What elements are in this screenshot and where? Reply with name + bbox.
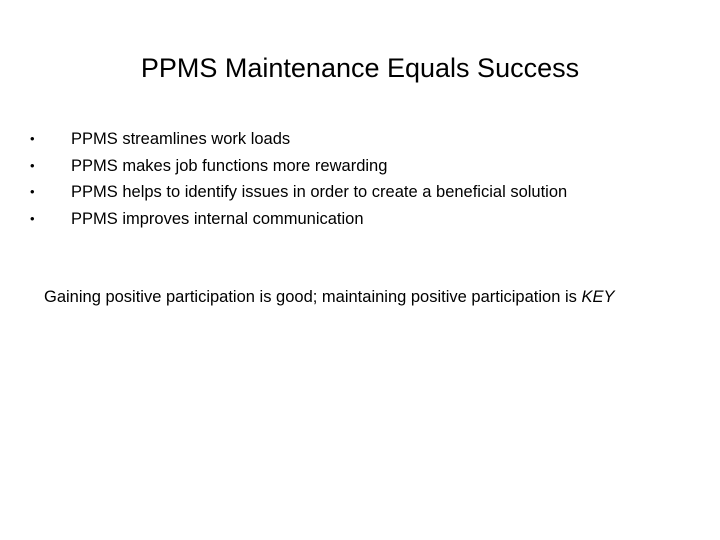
bullet-icon: • xyxy=(30,131,35,146)
bullet-text: PPMS helps to identify issues in order to create a beneficial solution xyxy=(71,183,568,201)
bullet-text: PPMS streamlines work loads xyxy=(71,130,291,148)
bullet-icon: • xyxy=(30,210,35,226)
bullet-item xyxy=(30,206,690,233)
statement-emphasis: KEY xyxy=(581,288,615,306)
statement-text: Gaining positive participation is good; maintaining positive participation is xyxy=(44,288,582,306)
bullet-list xyxy=(30,126,690,232)
bullet-icon: • xyxy=(30,157,35,173)
bullet-text: PPMS improves internal communication xyxy=(71,209,364,228)
bullet-item xyxy=(30,126,690,153)
bullet-text: PPMS makes job functions more rewarding xyxy=(71,156,388,175)
bullet-item xyxy=(30,153,690,180)
bullet-item xyxy=(30,179,690,206)
bullet-icon: • xyxy=(30,184,35,199)
slide-title: PPMS Maintenance Equals Success xyxy=(140,53,580,83)
key-statement xyxy=(44,284,615,310)
